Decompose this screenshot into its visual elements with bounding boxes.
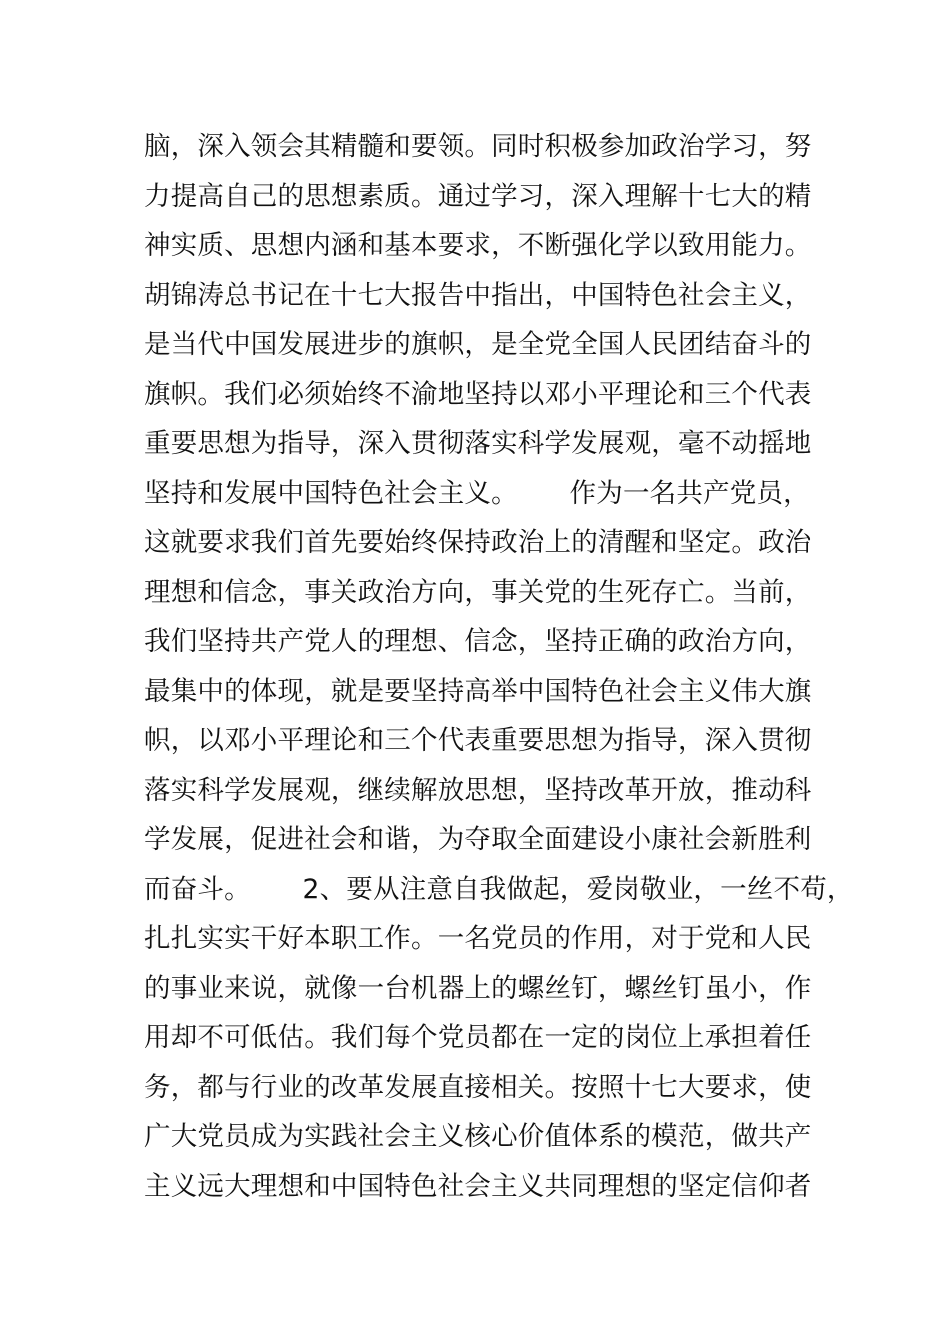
text-line: 帜，以邓小平理论和三个代表重要思想为指导，深入贯彻 xyxy=(144,725,812,756)
text-line: 用却不可低估。我们每个党员都在一定的岗位上承担着任 xyxy=(144,1022,812,1053)
text-line: 坚持和发展中国特色社会主义。 作为一名共产党员， xyxy=(144,477,810,509)
text-line: 这就要求我们首先要始终保持政治上的清醒和坚定。政治 xyxy=(144,527,812,558)
text-line: 重要思想为指导，深入贯彻落实科学发展观，毫不动摇地 xyxy=(144,428,812,459)
text-line: 务，都与行业的改革发展直接相关。按照十七大要求，使 xyxy=(144,1071,812,1103)
text-line: 主义远大理想和中国特色社会主义共同理想的坚定信仰者 xyxy=(144,1170,812,1202)
text-line: 理想和信念，事关政治方向，事关党的生死存亡。当前， xyxy=(144,576,812,608)
text-line: 胡锦涛总书记在十七大报告中指出，中国特色社会主义， xyxy=(144,279,812,311)
text-line: 脑，深入领会其精髓和要领。同时积极参加政治学习，努 xyxy=(144,131,812,162)
text-line: 是当代中国发展进步的旗帜，是全党全国人民团结奋斗的 xyxy=(144,329,812,360)
text-line: 落实科学发展观，继续解放思想，坚持改革开放，推动科 xyxy=(144,774,812,806)
text-line: 广大党员成为实践社会主义核心价值体系的模范，做共产 xyxy=(144,1121,812,1152)
text-line: 学发展，促进社会和谐，为夺取全面建设小康社会新胜利 xyxy=(144,824,812,855)
text-line: 最集中的体现，就是要坚持高举中国特色社会主义伟大旗 xyxy=(144,675,812,707)
text-line: 而奋斗。 2、要从注意自我做起，爱岗敬业，一丝不苟， xyxy=(144,873,854,905)
text-line: 我们坚持共产党人的理想、信念，坚持正确的政治方向， xyxy=(144,626,812,657)
text-line: 扎扎实实干好本职工作。一名党员的作用，对于党和人民 xyxy=(144,923,812,954)
text-line: 旗帜。我们必须始终不渝地坚持以邓小平理论和三个代表 xyxy=(144,378,812,410)
text-line: 力提高自己的思想素质。通过学习，深入理解十七大的精 xyxy=(144,180,812,212)
text-line: 的事业来说，就像一台机器上的螺丝钉，螺丝钉虽小，作 xyxy=(144,972,812,1004)
text-line: 神实质、思想内涵和基本要求，不断强化学以致用能力。 xyxy=(144,230,812,261)
